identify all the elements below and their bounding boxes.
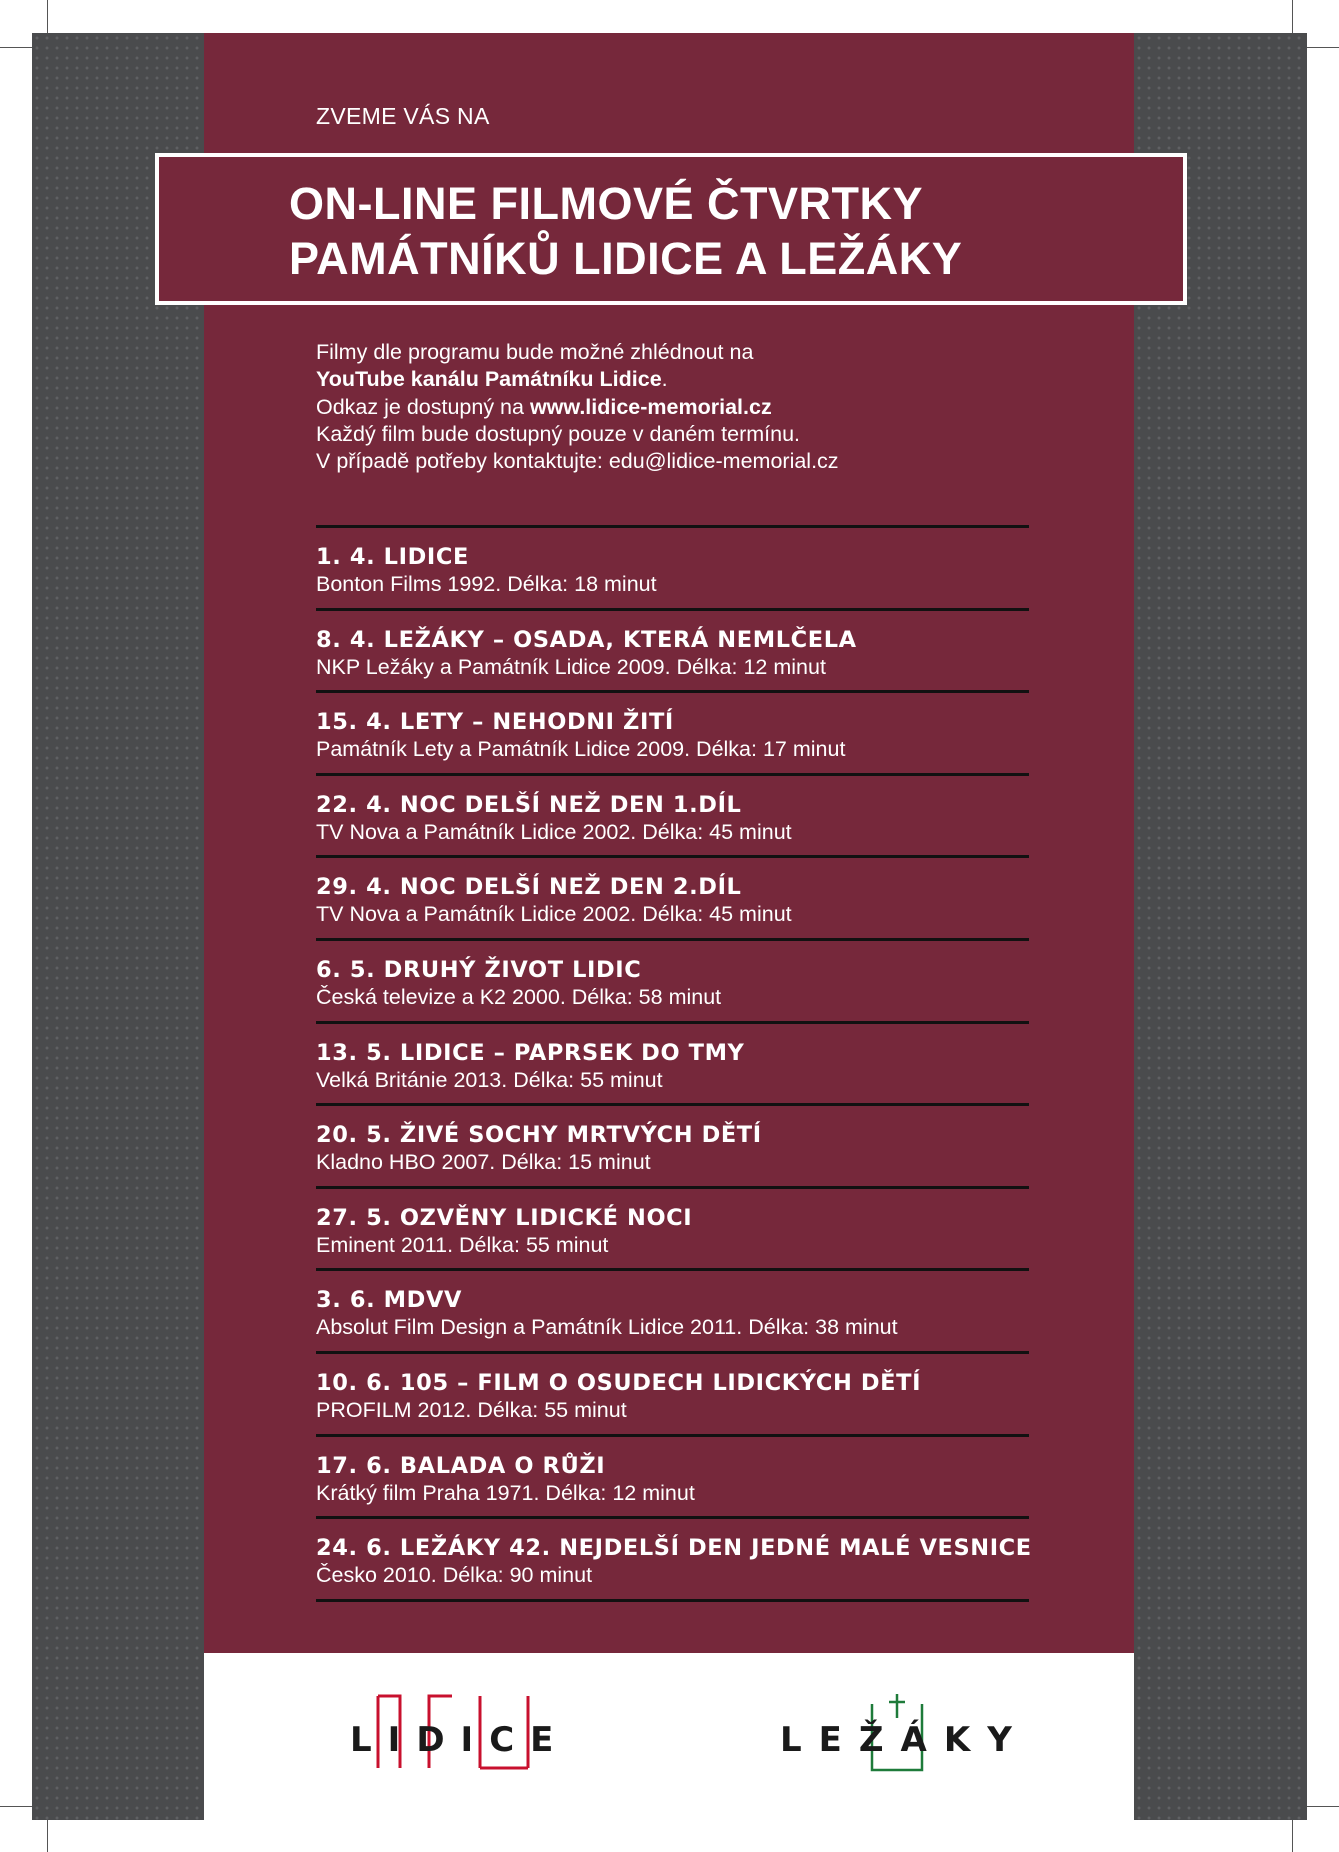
crop-mark	[47, 1820, 48, 1852]
program-item	[316, 1204, 692, 1259]
program-item	[316, 791, 792, 846]
program-item-details: TV Nova a Památník Lidice 2002. Délka: 45 minut	[316, 902, 792, 927]
crop-mark	[0, 47, 33, 48]
program-item-details: PROFILM 2012. Délka: 55 minut	[316, 1398, 627, 1422]
program-item	[316, 1369, 921, 1424]
program-item	[316, 626, 857, 681]
program-item	[316, 956, 721, 1011]
info-line-2-end: .	[661, 367, 668, 391]
youtube-channel-link[interactable]: YouTube kanálu Památníku Lidice	[316, 367, 662, 391]
crop-mark	[47, 0, 48, 33]
program-item-details: Kladno HBO 2007. Délka: 15 minut	[316, 1150, 651, 1175]
program-item-details: Česko 2010. Délka: 90 minut	[316, 1563, 593, 1588]
title-line-2: PAMÁTNÍKŮ LIDICE A LEŽÁKY	[289, 233, 963, 284]
program-item-details: Eminent 2011. Délka: 55 minut	[316, 1232, 609, 1257]
program-item-title: 8. 4. LEŽÁKY – OSADA, KTERÁ NEMLČELA	[316, 626, 857, 653]
program-item-title: 3. 6. MDVV	[316, 1287, 462, 1314]
program-item-title: 20. 5. ŽIVÉ SOCHY MRTVÝCH DĚTÍ	[316, 1122, 762, 1149]
program-item-title: 29. 4. NOC DELŠÍ NEŽ DEN 2.DÍL	[316, 874, 742, 901]
program-item-title: 24. 6. LEŽÁKY 42. NEJDELŠÍ DEN JEDNÉ MALÉ VESNICE	[316, 1535, 1032, 1562]
program-item-details: NKP Ležáky a Památník Lidice 2009. Délka: 12 minut	[316, 654, 826, 679]
program-item	[316, 1039, 744, 1094]
divider-rule	[316, 1186, 1029, 1189]
divider-rule	[316, 1434, 1029, 1437]
info-line-3-prefix: Odkaz je dostupný na	[316, 395, 530, 419]
divider-rule	[316, 1516, 1029, 1519]
program-item-title: 13. 5. LIDICE – PAPRSEK DO TMY	[316, 1039, 745, 1066]
info-line-5: V případě potřeby kontaktujte: edu@lidice-memorial.cz	[316, 449, 839, 473]
program-item-details: TV Nova a Památník Lidice 2002. Délka: 45 minut	[316, 819, 792, 844]
divider-rule	[316, 1268, 1029, 1271]
divider-rule	[316, 855, 1029, 858]
program-item-details: Památník Lety a Památník Lidice 2009. Délka: 17 minut	[316, 737, 846, 762]
crop-mark	[1306, 1806, 1339, 1807]
crop-mark	[0, 1806, 33, 1807]
program-item-title: 27. 5. OZVĚNY LIDICKÉ NOCI	[316, 1204, 693, 1231]
divider-rule	[316, 608, 1029, 611]
program-item-title: 6. 5. DRUHÝ ŽIVOT LIDIC	[316, 957, 642, 983]
lidice-logo-text: LIDICE	[350, 1720, 570, 1760]
divider-rule	[316, 938, 1029, 941]
program-item	[316, 708, 845, 763]
divider-rule	[316, 773, 1029, 776]
divider-rule	[316, 690, 1029, 693]
info-line-3	[316, 395, 772, 420]
divider-rule	[316, 1351, 1029, 1354]
title-line-1: ON-LINE FILMOVÉ ČTVRTKY	[289, 178, 923, 229]
crop-mark	[1292, 1820, 1293, 1852]
lezaky-logo-text: LEŽÁKY	[780, 1720, 1029, 1760]
program-item-details: Velká Británie 2013. Délka: 55 minut	[316, 1067, 663, 1092]
crop-mark	[1292, 0, 1293, 33]
info-line-4: Každý film bude dostupný pouze v daném termínu.	[316, 422, 801, 446]
program-item-details: Česká televize a K2 2000. Délka: 58 minut	[316, 985, 722, 1009]
program-item	[316, 1452, 695, 1507]
program-item-title: 10. 6. 105 – FILM O OSUDECH LIDICKÝCH DĚTÍ	[316, 1370, 922, 1396]
info-line-1: Filmy dle programu bude možné zhlédnout na	[316, 340, 754, 364]
program-item-title: 22. 4. NOC DELŠÍ NEŽ DEN 1.DÍL	[316, 791, 742, 818]
program-item-details: Krátký film Praha 1971. Délka: 12 minut	[316, 1480, 695, 1505]
program-item	[316, 1121, 762, 1176]
divider-rule	[316, 1021, 1029, 1024]
crop-mark	[1306, 47, 1339, 48]
divider-rule	[316, 525, 1029, 528]
info-line-2	[316, 367, 668, 392]
program-item	[316, 1534, 1032, 1589]
website-link[interactable]: www.lidice-memorial.cz	[529, 395, 772, 419]
invitation-kicker: ZVEME VÁS NA	[316, 103, 490, 129]
program-item-details: Absolut Film Design a Památník Lidice 2011. Délka: 38 minut	[316, 1315, 898, 1340]
program-item	[316, 543, 657, 598]
program-item	[316, 1286, 898, 1341]
program-item-title: 17. 6. BALADA O RŮŽI	[316, 1452, 606, 1479]
program-item	[316, 873, 792, 928]
program-item-title: 15. 4. LETY – NEHODNI ŽITÍ	[316, 709, 674, 736]
program-item-title: 1. 4. LIDICE	[316, 544, 469, 570]
divider-rule	[316, 1599, 1029, 1602]
divider-rule	[316, 1103, 1029, 1106]
program-item-details: Bonton Films 1992. Délka: 18 minut	[316, 572, 657, 596]
